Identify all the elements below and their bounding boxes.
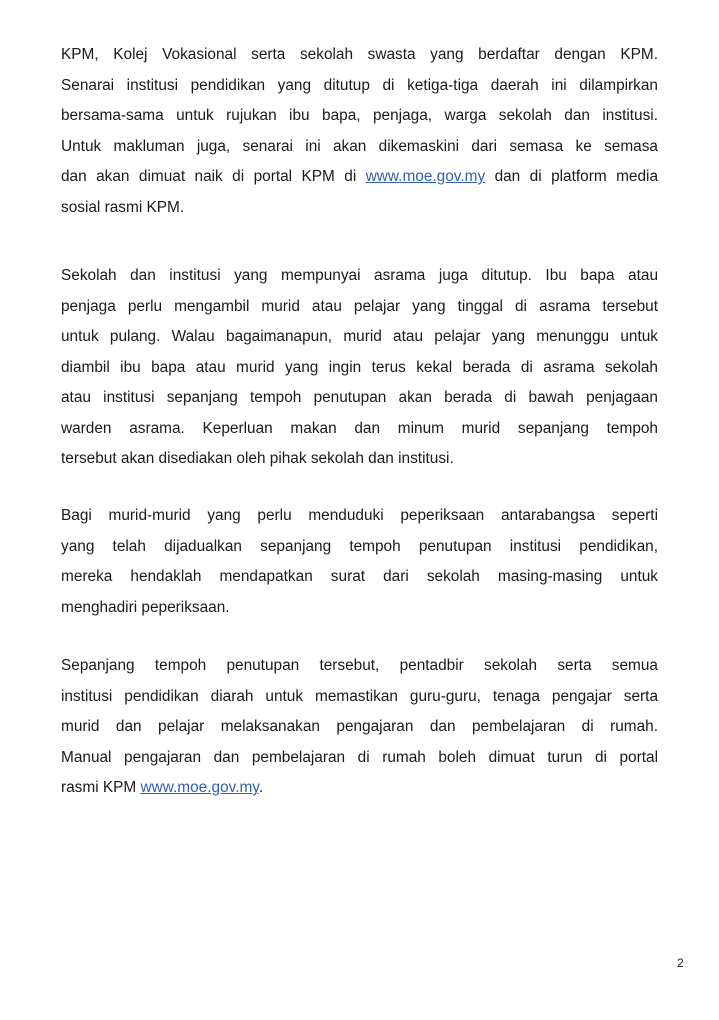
text-line: yang telah dijadualkan sepanjang tempoh penutupan institusi pendidikan, [61, 537, 658, 555]
text-line: diambil ibu bapa atau murid yang ingin terus kekal berada di asrama sekolah [61, 358, 658, 376]
text-line: Untuk makluman juga, senarai ini akan dikemaskini dari semasa ke semasa [61, 137, 658, 155]
text-line: tersebut akan disediakan oleh pihak sekolah dan institusi. [61, 450, 454, 467]
text-line: penjaga perlu mengambil murid atau pelajar yang tinggal di asrama tersebut [61, 297, 658, 315]
paragraph-closure-list [61, 40, 658, 223]
text-line: Sepanjang tempoh penutupan tersebut, pentadbir sekolah serta semua [61, 657, 658, 674]
moe-website-link[interactable]: www.moe.gov.my [140, 779, 259, 796]
text-line: KPM, Kolej Vokasional serta sekolah swasta yang berdaftar dengan KPM. [61, 46, 658, 63]
text-line [61, 773, 658, 804]
text-line: institusi pendidikan diarah untuk memastikan guru-guru, tenaga pengajar serta [61, 687, 658, 705]
text-line: menghadiri peperiksaan. [61, 598, 230, 616]
text-line: Bagi murid-murid yang perlu menduduki peperiksaan antarabangsa seperti [61, 507, 658, 524]
text-segment: dan di platform media [485, 168, 659, 185]
text-segment: rasmi KPM [61, 779, 141, 796]
text-line [61, 162, 658, 193]
text-segment: dan akan dimuat naik di portal KPM di [61, 168, 366, 185]
text-line: Senarai institusi pendidikan yang ditutup di ketiga-tiga daerah ini dilampirkan [61, 76, 658, 94]
text-line: untuk pulang. Walau bagaimanapun, murid atau pelajar yang menunggu untuk [61, 328, 658, 345]
text-line: bersama-sama untuk rujukan ibu bapa, penjaga, warga sekolah dan institusi. [61, 107, 658, 124]
text-line: mereka hendaklah mendapatkan surat dari sekolah masing-masing untuk [61, 568, 658, 585]
page-number: 2 [677, 956, 684, 970]
paragraph-home-learning [61, 651, 658, 804]
text-line: warden asrama. Keperluan makan dan minum murid sepanjang tempoh [61, 419, 658, 437]
text-line: atau institusi sepanjang tempoh penutupan akan berada di bawah penjagaan [61, 389, 658, 406]
text-line: murid dan pelajar melaksanakan pengajaran dan pembelajaran di rumah. [61, 718, 658, 735]
text-line: Sekolah dan institusi yang mempunyai asrama juga ditutup. Ibu bapa atau [61, 267, 658, 284]
text-segment: . [258, 779, 264, 796]
text-line: sosial rasmi KPM. [61, 198, 185, 216]
text-line: Manual pengajaran dan pembelajaran di rumah boleh dimuat turun di portal [61, 748, 658, 766]
paragraph-exams [61, 501, 658, 623]
paragraph-hostel [61, 261, 658, 475]
moe-website-link[interactable]: www.moe.gov.my [365, 168, 486, 185]
